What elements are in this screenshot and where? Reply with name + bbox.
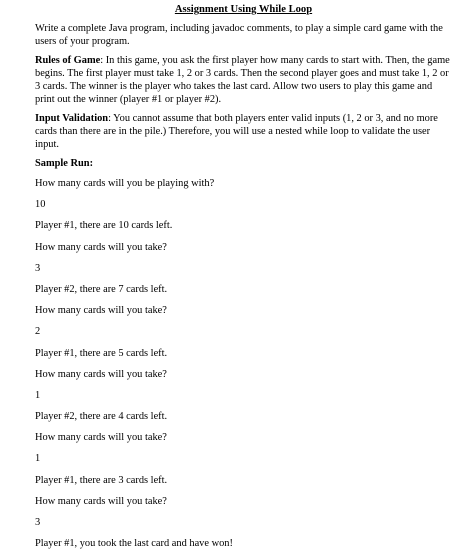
rules-label: Rules of Game: [35, 55, 101, 66]
sample-run-line: Player #1, there are 10 cards left.: [35, 220, 173, 232]
sample-run-line: How many cards will you take?: [35, 241, 167, 253]
rules-text: : In this game, you ask the first player how many cards to start with. Then, the game begins. The first player must take 1, 2 or 3 cards. Then the second player goes and must take 1, 2 or 3 cards. The winner is the player who takes the last card. Allow two users to play this game and print out the winner (player #1 or player #2).: [35, 55, 450, 105]
sample-run-colon: :: [89, 158, 94, 169]
rules-paragraph: [35, 54, 452, 106]
sample-run-line: Player #2, there are 4 cards left.: [35, 411, 168, 423]
sample-run-output: [35, 177, 452, 558]
sample-run-line: 1: [35, 453, 41, 465]
sample-run-line: How many cards will you take?: [35, 432, 167, 444]
intro-paragraph: Write a complete Java program, including javadoc comments, to play a simple card game with the users of your program.: [35, 23, 443, 47]
sample-run-line: How many cards will you be playing with?: [35, 178, 215, 189]
validation-text: : You cannot assume that both players enter valid inputs (1, 2 or 3, and no more cards than there are in the pile.) Therefore, you will use a nested while loop to validate the user input.: [35, 113, 438, 150]
sample-run-line: How many cards will you take?: [35, 305, 167, 317]
validation-paragraph: [35, 112, 452, 151]
sample-run-line: 10: [35, 199, 46, 211]
sample-run-line: How many cards will you take?: [35, 495, 167, 507]
sample-run-line: 3: [35, 262, 41, 274]
sample-run-heading: [35, 157, 452, 170]
validation-label: Input Validation: [35, 113, 109, 124]
sample-run-line: 2: [35, 326, 41, 338]
sample-run-line: Player #1, there are 3 cards left.: [35, 474, 168, 486]
sample-run-line: Player #1, there are 5 cards left.: [35, 347, 168, 359]
document-title: Assignment Using While Loop: [174, 4, 313, 15]
sample-run-line: 3: [35, 517, 41, 528]
sample-run-label: Sample Run: [35, 158, 90, 169]
sample-run-line: How many cards will you take?: [35, 368, 167, 380]
sample-run-line: 1: [35, 389, 41, 401]
sample-run-line: Player #1, you took the last card and have won!: [35, 538, 233, 550]
sample-run-line: Player #2, there are 7 cards left.: [35, 283, 168, 295]
